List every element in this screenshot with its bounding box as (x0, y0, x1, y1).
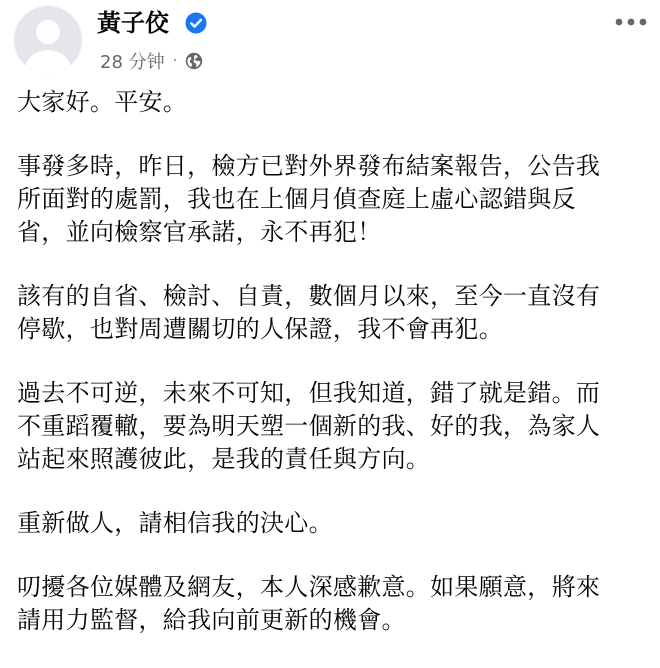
avatar[interactable] (14, 6, 82, 74)
post-paragraph-4 (17, 377, 653, 476)
paragraph-line: 停歇，也對周遭關切的人保證，我不會再犯。 (17, 315, 503, 343)
post-paragraph-6 (17, 571, 653, 637)
paragraph-line: 重新做人，請相信我的決心。 (17, 509, 333, 537)
verified-badge-icon (185, 12, 207, 34)
post-paragraph-2 (17, 150, 653, 249)
post-content (17, 86, 653, 668)
paragraph-line: 所面對的處罰，我也在上個月偵查庭上虛心認錯與反 (17, 185, 576, 213)
post-paragraph-5 (17, 507, 653, 540)
post-meta (100, 48, 203, 74)
paragraph-line: 事發多時，昨日，檢方已對外界發布結案報告，公告我 (17, 152, 601, 180)
paragraph-line: 不重蹈覆轍，要為明天塑一個新的我、好的我，為家人 (17, 412, 601, 440)
more-horizontal-icon (613, 17, 649, 27)
more-options-button[interactable] (608, 2, 654, 42)
post-paragraph-1 (17, 86, 653, 119)
post-header (0, 0, 660, 82)
post-timestamp[interactable]: 28 分钟 (100, 52, 165, 73)
author-name[interactable]: 黃子佼 (97, 9, 169, 37)
paragraph-line: 該有的自省、檢討、自責，數個月以來，至今一直沒有 (17, 282, 601, 310)
avatar-body-shape (25, 50, 71, 74)
paragraph-line: 大家好。平安。 (17, 88, 188, 116)
paragraph-line: 站起來照護彼此，是我的責任與方向。 (17, 445, 431, 473)
paragraph-line: 叨擾各位媒體及網友，本人深感歉意。如果願意，將來 (17, 573, 601, 601)
avatar-head-shape (36, 20, 60, 44)
paragraph-line: 過去不可逆，未來不可知，但我知道，錯了就是錯。而 (17, 379, 601, 407)
globe-icon[interactable] (185, 52, 203, 70)
paragraph-line: 省，並向檢察官承諾，永不再犯！ (17, 218, 382, 246)
post-paragraph-3 (17, 280, 653, 346)
paragraph-line: 請用力監督，給我向前更新的機會。 (17, 606, 406, 634)
meta-separator: · (172, 53, 178, 69)
